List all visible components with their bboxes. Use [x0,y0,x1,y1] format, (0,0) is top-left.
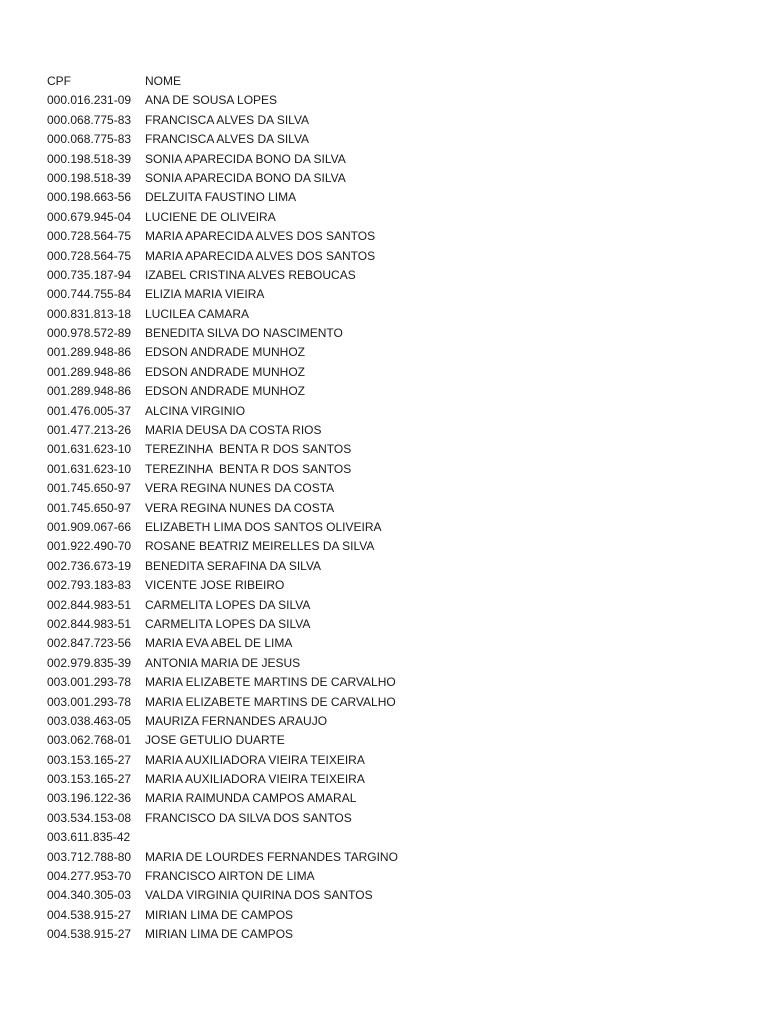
table-row [47,828,727,847]
cpf-cell: 000.728.564-75 [47,248,132,263]
cpf-cell: 001.631.623-10 [47,461,132,476]
table-row [47,402,727,421]
nome-cell: MARIA APARECIDA ALVES DOS SANTOS [145,229,376,244]
nome-cell: MARIA DEUSA DA COSTA RIOS [145,423,322,438]
table-row [47,731,727,750]
cpf-cell: 003.038.463-05 [47,713,132,728]
nome-cell: ELIZIA MARIA VIEIRA [145,287,265,302]
nome-cell: FRANCISCO DA SILVA DOS SANTOS [145,810,352,825]
cpf-cell: 003.001.293-78 [47,694,132,709]
nome-cell: MIRIAN LIMA DE CAMPOS [145,927,294,942]
table-row [47,518,727,537]
table-row [47,285,727,304]
nome-cell: MARIA EVA ABEL DE LIMA [145,636,293,651]
cpf-cell: 000.831.813-18 [47,306,132,321]
cpf-cell: 000.728.564-75 [47,229,132,244]
nome-cell: ALCINA VIRGINIO [145,403,246,418]
table-row [47,440,727,459]
nome-cell: TEREZINHA BENTA R DOS SANTOS [145,461,352,476]
cpf-cell: 002.736.673-19 [47,558,132,573]
table-row [47,848,727,867]
cpf-cell: 001.289.948-86 [47,384,132,399]
cpf-cell: 000.978.572-89 [47,326,132,341]
table-row [47,227,727,246]
nome-cell: EDSON ANDRADE MUNHOZ [145,364,306,379]
nome-cell: MARIA AUXILIADORA VIEIRA TEIXEIRA [145,752,365,767]
nome-cell: JOSE GETULIO DUARTE [145,733,285,748]
cpf-cell: 003.153.165-27 [47,772,132,787]
nome-cell: TEREZINHA BENTA R DOS SANTOS [145,442,352,457]
cpf-cell: 001.289.948-86 [47,345,132,360]
cpf-cell: 002.844.983-51 [47,597,132,612]
cpf-cell: 002.793.183-83 [47,578,132,593]
nome-cell: FRANCISCA ALVES DA SILVA [145,112,310,127]
nome-cell: MAURIZA FERNANDES ARAUJO [145,713,328,728]
cpf-cell: 001.289.948-86 [47,364,132,379]
table-row [47,809,727,828]
cpf-cell: 002.847.723-56 [47,636,132,651]
cpf-cell: 001.922.490-70 [47,539,132,554]
table-row [47,382,727,401]
nome-cell: CARMELITA LOPES DA SILVA [145,616,311,631]
table-row [47,634,727,653]
nome-cell: MARIA ELIZABETE MARTINS DE CARVALHO [145,694,396,709]
header-row [47,72,727,91]
table-row [47,867,727,886]
table-row [47,712,727,731]
nome-cell: SONIA APARECIDA BONO DA SILVA [145,170,346,185]
nome-cell: VERA REGINA NUNES DA COSTA [145,481,335,496]
cpf-cell: 002.844.983-51 [47,616,132,631]
table-row [47,693,727,712]
header-cpf: CPF [47,74,71,88]
nome-cell: EDSON ANDRADE MUNHOZ [145,384,306,399]
nome-cell [145,828,727,847]
table-row [47,925,727,944]
table-row [47,363,727,382]
nome-cell: MARIA RAIMUNDA CAMPOS AMARAL [145,791,357,806]
nome-cell: FRANCISCA ALVES DA SILVA [145,132,310,147]
nome-cell: MARIA APARECIDA ALVES DOS SANTOS [145,248,376,263]
table-row [47,169,727,188]
cpf-cell: 001.745.650-97 [47,481,132,496]
table-row [47,906,727,925]
nome-cell: ELIZABETH LIMA DOS SANTOS OLIVEIRA [145,519,382,534]
nome-cell: CARMELITA LOPES DA SILVA [145,597,311,612]
cpf-cell: 003.611.835-42 [47,830,131,845]
nome-cell: LUCIENE DE OLIVEIRA [145,209,276,224]
cpf-cell: 000.744.755-84 [47,287,132,302]
cpf-cell: 000.068.775-83 [47,132,132,147]
cpf-cell: 002.979.835-39 [47,655,132,670]
table-row [47,208,727,227]
table-row [47,266,727,285]
cpf-cell: 000.198.518-39 [47,170,132,185]
table-row [47,499,727,518]
table-row [47,188,727,207]
table-row [47,91,727,110]
cpf-cell: 004.277.953-70 [47,869,132,884]
nome-cell: VICENTE JOSE RIBEIRO [145,578,285,593]
cpf-cell: 003.712.788-80 [47,849,132,864]
nome-cell: DELZUITA FAUSTINO LIMA [145,190,297,205]
cpf-cell: 003.534.153-08 [47,810,132,825]
table-row [47,343,727,362]
table-row [47,596,727,615]
table-row [47,770,727,789]
nome-cell: MIRIAN LIMA DE CAMPOS [145,907,294,922]
nome-cell: EDSON ANDRADE MUNHOZ [145,345,306,360]
cpf-cell: 000.679.945-04 [47,209,132,224]
table-body [47,91,727,944]
nome-cell: SONIA APARECIDA BONO DA SILVA [145,151,346,166]
nome-cell: MARIA DE LOURDES FERNANDES TARGINO [145,849,398,864]
cpf-cell: 000.198.518-39 [47,151,132,166]
cpf-cell: 001.477.213-26 [47,423,132,438]
nome-cell: LUCILEA CAMARA [145,306,250,321]
table-row [47,537,727,556]
nome-cell: BENEDITA SILVA DO NASCIMENTO [145,326,343,341]
table-row [47,576,727,595]
cpf-cell: 001.631.623-10 [47,442,132,457]
cpf-cell: 000.198.663-56 [47,190,132,205]
nome-cell: BENEDITA SERAFINA DA SILVA [145,558,322,573]
nome-cell: MARIA ELIZABETE MARTINS DE CARVALHO [145,675,396,690]
cpf-cell: 001.476.005-37 [47,403,132,418]
table-row [47,479,727,498]
table-row [47,130,727,149]
cpf-cell: 001.745.650-97 [47,500,132,515]
nome-cell: ANA DE SOUSA LOPES [145,93,278,108]
nome-cell: IZABEL CRISTINA ALVES REBOUCAS [145,267,356,282]
cpf-cell: 000.068.775-83 [47,112,132,127]
cpf-cell: 000.735.187-94 [47,267,132,282]
table-row [47,111,727,130]
cpf-cell: 004.538.915-27 [47,907,132,922]
table-row [47,673,727,692]
cpf-cell: 001.909.067-66 [47,519,132,534]
nome-cell: VERA REGINA NUNES DA COSTA [145,500,335,515]
table-row [47,421,727,440]
nome-cell: VALDA VIRGINIA QUIRINA DOS SANTOS [145,888,373,903]
header-nome: NOME [145,74,181,88]
cpf-cell: 004.340.305-03 [47,888,132,903]
nome-cell: FRANCISCO AIRTON DE LIMA [145,869,315,884]
table-row [47,615,727,634]
table-row [47,150,727,169]
table-row [47,557,727,576]
table-row [47,324,727,343]
cpf-cell: 004.538.915-27 [47,927,132,942]
cpf-cell: 003.001.293-78 [47,675,132,690]
cpf-cell: 003.153.165-27 [47,752,132,767]
nome-cell: ANTONIA MARIA DE JESUS [145,655,301,670]
cpf-cell: 000.016.231-09 [47,93,132,108]
table-row [47,305,727,324]
cpf-name-list [47,72,727,945]
nome-cell: MARIA AUXILIADORA VIEIRA TEIXEIRA [145,772,365,787]
table-row [47,886,727,905]
table-row [47,751,727,770]
table-row [47,247,727,266]
nome-cell: ROSANE BEATRIZ MEIRELLES DA SILVA [145,539,375,554]
table-row [47,654,727,673]
cpf-cell: 003.196.122-36 [47,791,132,806]
table-row [47,460,727,479]
cpf-cell: 003.062.768-01 [47,733,132,748]
table-row [47,789,727,808]
